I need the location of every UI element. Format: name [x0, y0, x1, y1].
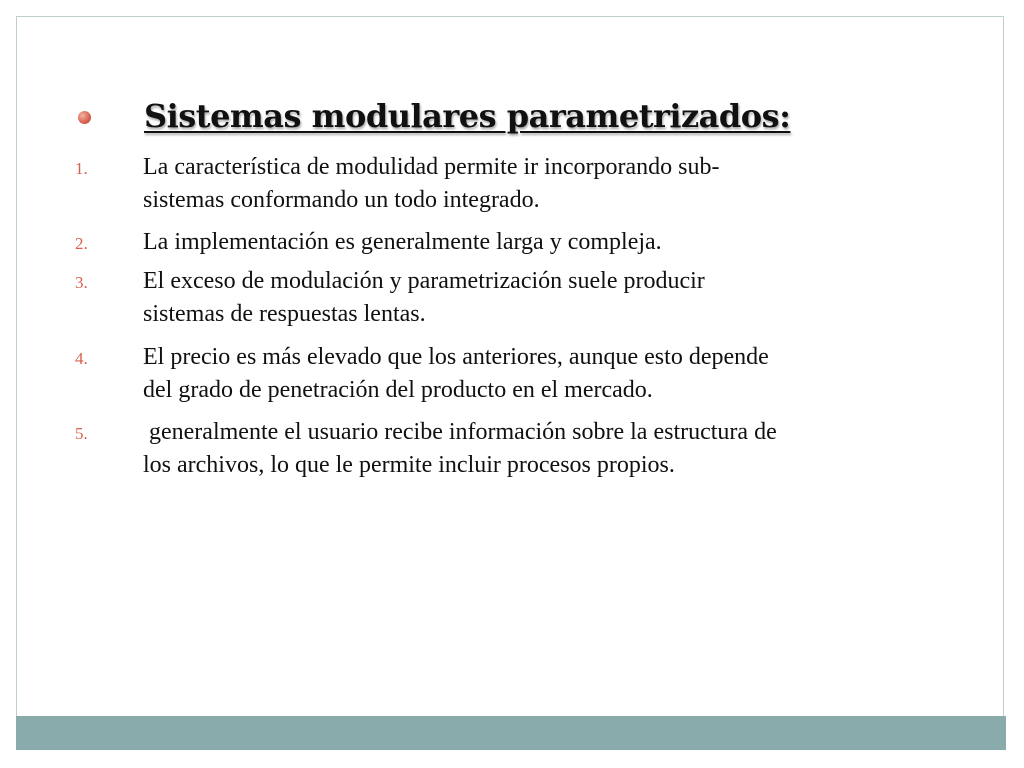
list-item-number: 3.: [75, 273, 88, 292]
list-item-line: El exceso de modulación y parametrización suele producir: [143, 268, 705, 294]
list-item-line: sistemas de respuestas lentas.: [143, 301, 426, 327]
list-item-text: [143, 265, 993, 331]
list-item-number: 5.: [75, 424, 88, 443]
list-item-number: 2.: [75, 234, 88, 253]
list-item-text: [143, 151, 993, 217]
list-item-line: La implementación es generalmente larga y compleja.: [143, 229, 662, 255]
list-item-line: sistemas conformando un todo integrado.: [143, 187, 540, 213]
list-item-number: 4.: [75, 349, 88, 368]
bullet-dot-icon: [78, 111, 91, 124]
heading-row: [74, 94, 974, 144]
list-item-line: generalmente el usuario recibe información sobre la estructura de: [143, 419, 777, 445]
list-item-line: del grado de penetración del producto en el mercado.: [143, 377, 653, 403]
list-item-number: 1.: [75, 159, 88, 178]
slide-heading: Sistemas modulares parametrizados:: [144, 97, 791, 135]
list-item-text: [143, 416, 993, 482]
list-item-text: [143, 226, 993, 259]
list-item-line: los archivos, lo que le permite incluir procesos propios.: [143, 452, 675, 478]
list-item-text: [143, 341, 993, 407]
footer-bar: [16, 716, 1006, 750]
list-item-line: La característica de modulidad permite ir incorporando sub-: [143, 154, 720, 180]
list-item-line: El precio es más elevado que los anteriores, aunque esto depende: [143, 344, 769, 370]
